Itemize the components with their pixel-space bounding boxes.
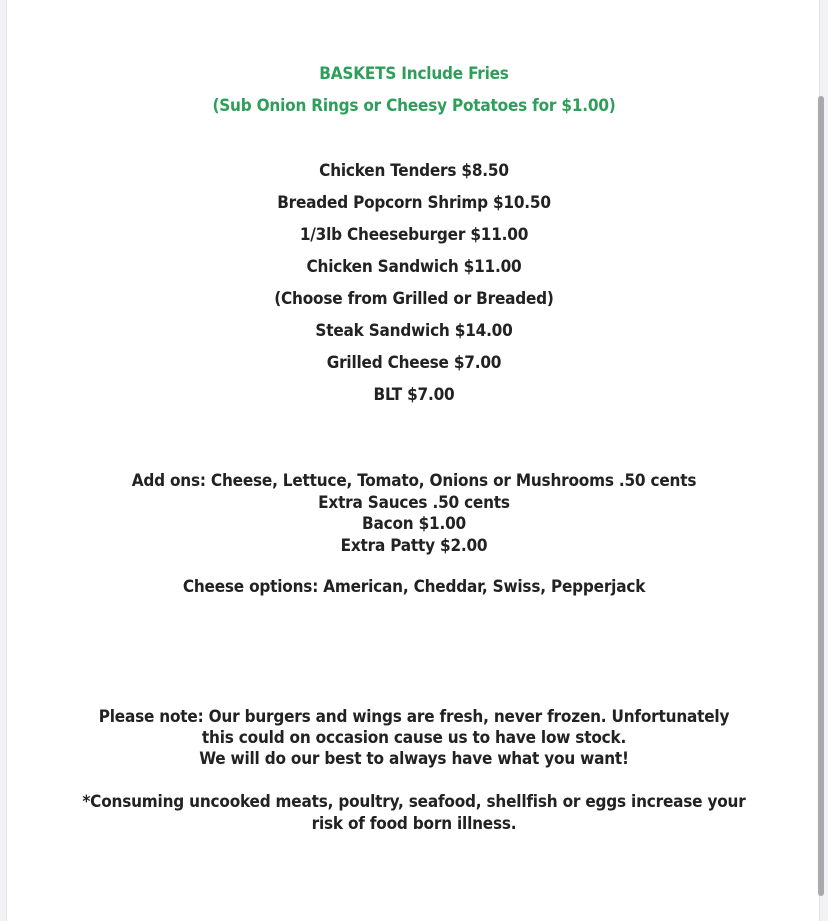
add-ons-line: Bacon $1.00: [362, 514, 466, 534]
substitution-note: (Sub Onion Rings or Cheesy Potatoes for $1.00): [212, 96, 616, 116]
menu-item: Breaded Popcorn Shrimp $10.50: [277, 193, 551, 213]
menu-item: Chicken Sandwich $11.00: [306, 257, 522, 277]
menu-item: Grilled Cheese $7.00: [326, 353, 502, 373]
add-ons-line: Extra Patty $2.00: [340, 536, 488, 556]
menu-item: BLT $7.00: [373, 385, 455, 405]
baskets-heading: BASKETS Include Fries: [319, 64, 509, 84]
warning-line: *Consuming uncooked meats, poultry, seafood, shellfish or eggs increase your: [82, 792, 746, 812]
cheese-options: Cheese options: American, Cheddar, Swiss, Pepperjack: [182, 577, 646, 597]
note-line: Please note: Our burgers and wings are fresh, never frozen. Unfortunately: [98, 707, 730, 727]
menu-item-note: (Choose from Grilled or Breaded): [274, 289, 554, 309]
warning-line: risk of food born illness.: [311, 814, 517, 834]
document-page: [6, 0, 820, 921]
menu-item: Chicken Tenders $8.50: [319, 161, 509, 181]
add-ons-line: Extra Sauces .50 cents: [318, 493, 510, 513]
note-line: this could on occasion cause us to have low stock.: [201, 728, 627, 748]
add-ons-line: Add ons: Cheese, Lettuce, Tomato, Onions or Mushrooms .50 cents: [131, 471, 697, 491]
menu-item: Steak Sandwich $14.00: [315, 321, 513, 341]
note-line: We will do our best to always have what you want!: [199, 749, 629, 769]
menu-item: 1/3lb Cheeseburger $11.00: [299, 225, 529, 245]
